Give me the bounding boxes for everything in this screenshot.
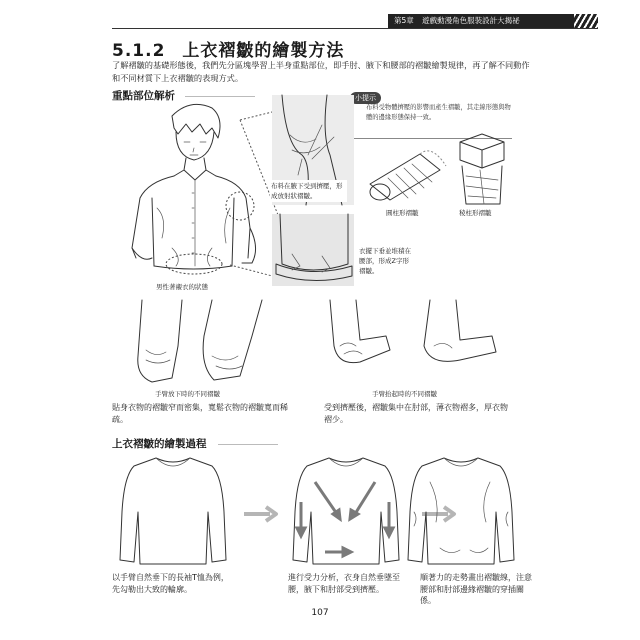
tip-label: 小提示 (350, 92, 381, 104)
step-arrow-1 (244, 506, 278, 522)
step2-text: 進行受力分析，衣身自然垂墜至腰，腋下和肘部受到擠壓。 (288, 573, 400, 594)
tshirt-step2-illustration (285, 452, 407, 570)
process-heading: 上衣褶皺的繪製過程 (112, 438, 207, 450)
waist-caption: 衣擺下垂並堆積在腰部，形成Z字形褶皺。 (359, 247, 411, 275)
arm-down-text: 貼身衣物的褶皺窄而密集，寬鬆衣物的褶皺寬而稀疏。 (112, 403, 288, 424)
chapter-header (388, 14, 598, 28)
cylinder-fold-illustration (360, 140, 450, 208)
step1-text: 以手臂自然垂下的長袖T恤為例，先勾勒出大致的輪廓。 (112, 573, 229, 594)
tshirt-step3-illustration (400, 452, 522, 570)
arm-up-illustrations (320, 296, 500, 388)
key-parts-heading: 重點部位解析 (112, 90, 175, 102)
key-parts-rule (185, 96, 255, 97)
step3-text: 順著力的走勢畫出褶皺線，注意腰部和肘部邊緣褶皺的穿插關係。 (420, 573, 532, 605)
section-title-text: 上衣褶皺的繪製方法 (182, 41, 345, 61)
header-rule (112, 28, 598, 29)
armpit-caption: 布料在腋下受到擠壓，形成放射狀褶皺。 (270, 180, 347, 202)
waist-detail-illustration (272, 214, 354, 286)
prism-caption: 稜柱形褶皺 (459, 209, 492, 217)
arm-up-text: 受到擠壓後，褶皺集中在肘部，薄衣物褶多，厚衣物褶少。 (324, 403, 508, 424)
tip-text: 布料受物體擠壓的影響而產生褶皺，其走線形態與物體的邊緣形態保持一致。 (366, 104, 511, 121)
arm-down-illustrations (112, 296, 292, 388)
intro-paragraph: 了解褶皺的基礎形態後，我們先分區塊學習上半身重點部位，即手肘、腋下和腰部的褶皺繪製規律，再了解不同動作和不同材質下上衣褶皺的表現方式。 (112, 60, 530, 83)
header-stripes (574, 14, 598, 28)
chapter-label: 第5章 (394, 16, 414, 25)
cylinder-caption: 圓柱形褶皺 (386, 209, 419, 217)
arm-up-caption: 手臂抬起時的不同褶皺 (372, 390, 437, 398)
page-number: 107 (311, 608, 329, 618)
book-title: 遊戲動漫角色服裝設計大揭祕 (422, 16, 520, 25)
prism-fold-illustration (452, 130, 512, 206)
process-rule (218, 444, 278, 445)
shirt-caption: 男性著襯衣的狀態 (156, 283, 208, 291)
arm-down-caption: 手臂放下時的不同褶皺 (155, 390, 220, 398)
section-number: 5.1.2 (112, 41, 166, 61)
tshirt-step1-illustration (112, 452, 234, 570)
section-title (112, 36, 344, 61)
